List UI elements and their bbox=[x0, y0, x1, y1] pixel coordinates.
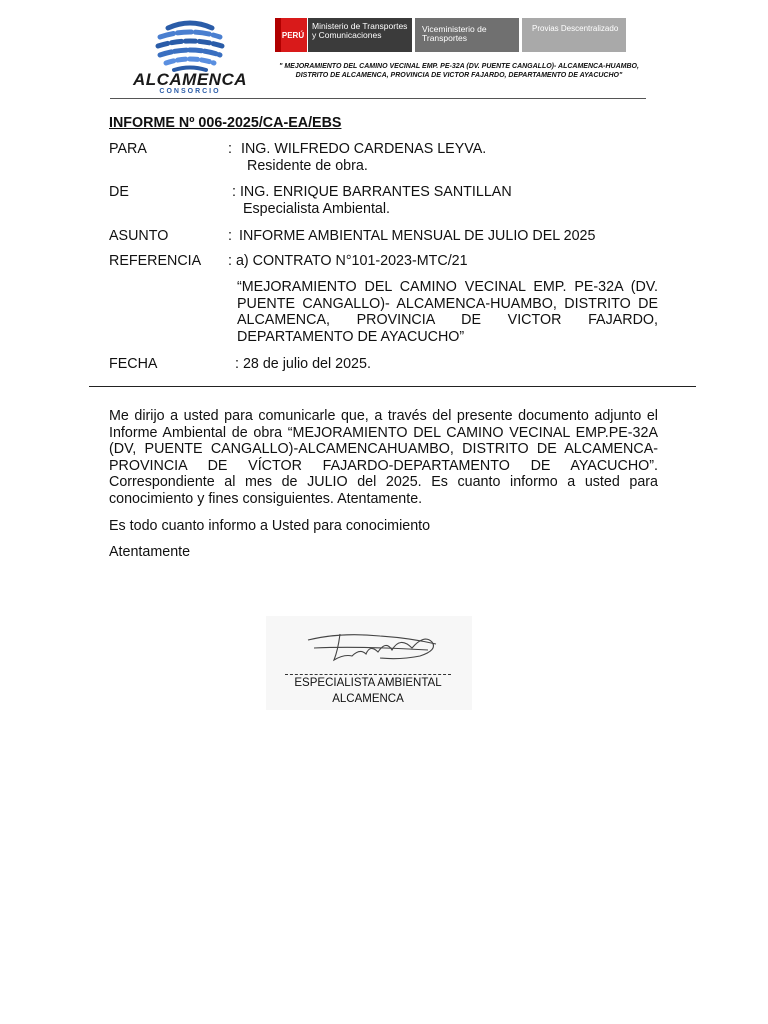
peru-label: PERÚ bbox=[281, 30, 305, 40]
report-title: INFORME Nº 006-2025/CA-EA/EBS bbox=[109, 115, 342, 131]
signature-role: ESPECIALISTA AMBIENTAL bbox=[294, 677, 442, 689]
asunto-label: ASUNTO bbox=[109, 228, 169, 244]
referencia-value: : a) CONTRATO N°101-2023-MTC/21 bbox=[228, 253, 468, 269]
para-role: Residente de obra. bbox=[247, 158, 368, 174]
para-colon: : bbox=[228, 141, 232, 157]
signature-org: ALCAMENCA bbox=[332, 693, 404, 705]
provias-label: Provias Descentralizado bbox=[522, 18, 626, 52]
body-paragraph-3: Atentamente bbox=[109, 544, 191, 560]
para-name: ING. WILFREDO CARDENAS LEYVA. bbox=[241, 141, 487, 157]
handwritten-signature-icon bbox=[300, 626, 450, 666]
logo-subtitle: CONSORCIO bbox=[159, 88, 221, 95]
header-divider bbox=[110, 98, 646, 99]
asunto-colon: : bbox=[228, 228, 232, 244]
fecha-label: FECHA bbox=[109, 356, 158, 372]
referencia-project: “MEJORAMIENTO DEL CAMINO VECINAL EMP. PE-32A (DV. PUENTE CANGALLO)- ALCAMENCA-HUAMBO, DISTRITO DE ALCAMENCA, PROVINCIA DE VICTOR FAJARDO, DEPARTAMENTO DE AYACUCHO” bbox=[237, 279, 658, 345]
ministry-label: Ministerio de Transportes y Comunicaciones bbox=[307, 18, 412, 52]
body-paragraph-1: Me dirijo a usted para comunicarle que, a través del presente documento adjunto el Informe Ambiental de obra “MEJORAMIENTO DEL CAMINO VECINAL EMP.PE-32A (DV, PUENTE CANGALLO)-ALCAMENCAHUAMBO, DISTRITO DE ALCAMENCA-PROVINCIA DE VÍCTOR FAJARDO-DEPARTAMENTO DE AYACUCHO”. Correspondiente al mes de JULIO del 2025. Es cuanto informo a usted para conocimiento y fines consiguientes. Atentamente. bbox=[109, 408, 658, 507]
de-label: DE bbox=[109, 184, 129, 200]
de-role: Especialista Ambiental. bbox=[243, 201, 391, 217]
para-label: PARA bbox=[109, 141, 147, 157]
peru-badge bbox=[275, 18, 307, 52]
de-name: : ING. ENRIQUE BARRANTES SANTILLAN bbox=[232, 184, 512, 200]
referencia-label: REFERENCIA bbox=[109, 253, 202, 269]
ministry-banner bbox=[275, 18, 626, 52]
logo-name: ALCAMENCA bbox=[132, 70, 248, 89]
peru-shield-icon bbox=[275, 18, 281, 52]
project-header: " MEJORAMIENTO DEL CAMINO VECINAL EMP. PE-32A (DV. PUENTE CANGALLO)- ALCAMENCA-HUAMBO, DISTRITO DE ALCAMENCA, PROVINCIA DE VICTOR FAJARDO, DEPARTAMENTO DE AYACUCHO" bbox=[279, 63, 639, 79]
body-paragraph-2: Es todo cuanto informo a Usted para conocimiento bbox=[109, 518, 431, 534]
section-divider bbox=[89, 386, 696, 387]
asunto-value: INFORME AMBIENTAL MENSUAL DE JULIO DEL 2025 bbox=[239, 228, 596, 244]
vice-ministry-label: Viceministerio de Transportes bbox=[415, 18, 519, 52]
fecha-value: : 28 de julio del 2025. bbox=[235, 356, 371, 372]
signature-line bbox=[285, 674, 451, 675]
